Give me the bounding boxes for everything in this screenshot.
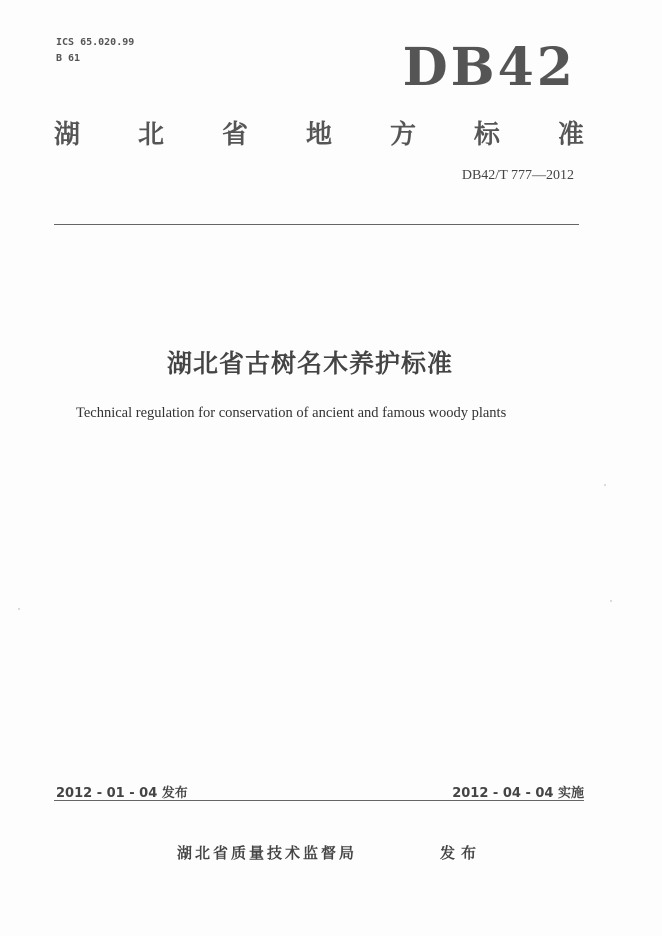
classification-code: B 61 — [56, 53, 81, 64]
scan-speck — [604, 484, 606, 486]
standard-type-heading — [54, 114, 584, 151]
document-title-english: Technical regulation for conservation of ancient and famous woody plants — [76, 405, 507, 421]
scan-speck — [18, 608, 20, 610]
standard-type-char: 方 — [389, 120, 416, 150]
issuing-authority: 湖北省质量技术监督局 — [177, 844, 358, 862]
issue-date: 2012 - 01 - 04 发布 — [56, 786, 188, 801]
standard-type-char: 准 — [557, 120, 584, 150]
ics-code: ICS 65.020.99 — [56, 37, 135, 48]
classification-block — [56, 35, 134, 67]
standard-type-char: 省 — [221, 120, 248, 150]
publish-label: 发布 — [440, 844, 483, 862]
standard-type-char: 标 — [473, 120, 500, 150]
standard-type-char: 北 — [137, 120, 164, 150]
standard-type-char: 地 — [305, 120, 332, 150]
standard-number: DB42/T 777—2012 — [461, 168, 574, 183]
standard-type-char: 湖 — [54, 120, 81, 150]
implementation-date: 2012 - 04 - 04 实施 — [452, 786, 584, 801]
footer-divider — [54, 800, 584, 801]
document-title-chinese: 湖北省古树名木养护标准 — [166, 349, 453, 378]
scan-speck — [610, 600, 612, 602]
header-divider — [54, 224, 579, 225]
standard-prefix-logo: DB42 — [402, 37, 576, 98]
